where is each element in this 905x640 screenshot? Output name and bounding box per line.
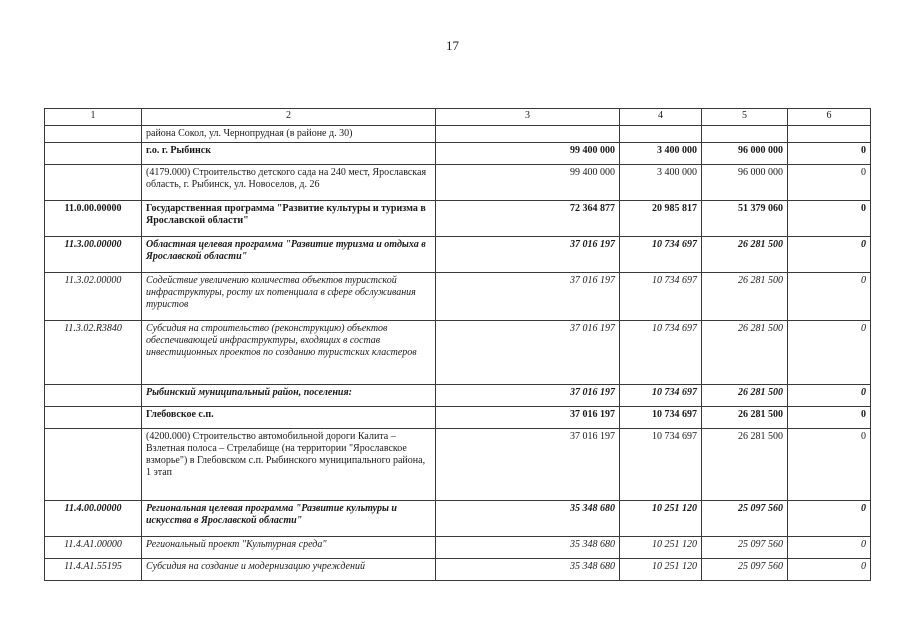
row-value-col6: 0 — [788, 273, 871, 321]
row-name: г.о. г. Рыбинск — [142, 143, 436, 165]
column-header-2: 2 — [142, 109, 436, 126]
row-name: Государственная программа "Развитие культуры и туризма в Ярославской области" — [142, 201, 436, 237]
row-value-col5: 26 281 500 — [702, 429, 788, 501]
column-header-4: 4 — [620, 109, 702, 126]
row-total: 35 348 680 — [436, 501, 620, 537]
row-name: Субсидия на создание и модернизацию учреждений — [142, 559, 436, 581]
row-value-col6: 0 — [788, 237, 871, 273]
row-value-col4: 3 400 000 — [620, 143, 702, 165]
row-name: Субсидия на строительство (реконструкцию) объектов обеспечивающей инфраструктуры, входящих в состав инвестиционных проектов по созданию туристских кластеров — [142, 321, 436, 385]
row-value-col4: 3 400 000 — [620, 165, 702, 201]
row-value-col5: 26 281 500 — [702, 237, 788, 273]
row-value-col4: 10 251 120 — [620, 559, 702, 581]
row-value-col6: 0 — [788, 407, 871, 429]
row-total: 37 016 197 — [436, 273, 620, 321]
row-code — [45, 143, 142, 165]
row-value-col6: 0 — [788, 321, 871, 385]
row-value-col6 — [788, 126, 871, 143]
column-header-1: 1 — [45, 109, 142, 126]
row-value-col5 — [702, 126, 788, 143]
row-code: 11.3.02.R3840 — [45, 321, 142, 385]
row-value-col5: 26 281 500 — [702, 321, 788, 385]
row-total: 37 016 197 — [436, 237, 620, 273]
table-row — [45, 559, 871, 581]
row-value-col5: 26 281 500 — [702, 273, 788, 321]
row-name: Содействие увеличению количества объектов туристской инфраструктуры, росту их потенциала в сфере обслуживания туристов — [142, 273, 436, 321]
table-row — [45, 385, 871, 407]
column-header-6: 6 — [788, 109, 871, 126]
row-value-col4: 10 734 697 — [620, 385, 702, 407]
row-value-col5: 25 097 560 — [702, 559, 788, 581]
table-row — [45, 201, 871, 237]
table-body — [45, 126, 871, 581]
row-name: (4200.000) Строительство автомобильной дороги Калита – Взлетная полоса – Стрелабище (на территории "Ярославское взморье") в Глебовском с.п. Рыбинского муниципального района, 1 этап — [142, 429, 436, 501]
row-value-col6: 0 — [788, 429, 871, 501]
row-code — [45, 165, 142, 201]
row-value-col5: 25 097 560 — [702, 537, 788, 559]
row-value-col5: 96 000 000 — [702, 143, 788, 165]
row-value-col4: 10 251 120 — [620, 537, 702, 559]
row-value-col6: 0 — [788, 501, 871, 537]
budget-table — [44, 108, 871, 581]
row-code: 11.4.00.00000 — [45, 501, 142, 537]
table-header-row — [45, 109, 871, 126]
row-value-col5: 25 097 560 — [702, 501, 788, 537]
table-row — [45, 321, 871, 385]
row-total: 99 400 000 — [436, 165, 620, 201]
table-row — [45, 143, 871, 165]
row-value-col4: 10 734 697 — [620, 273, 702, 321]
row-code — [45, 126, 142, 143]
table-row — [45, 237, 871, 273]
table-row — [45, 407, 871, 429]
row-name: Региональная целевая программа "Развитие культуры и искусства в Ярославской области" — [142, 501, 436, 537]
column-header-3: 3 — [436, 109, 620, 126]
row-name: (4179.000) Строительство детского сада на 240 мест, Ярославская область, г. Рыбинск, ул. Новоселов, д. 26 — [142, 165, 436, 201]
row-value-col4: 20 985 817 — [620, 201, 702, 237]
table-row — [45, 537, 871, 559]
row-name: района Сокол, ул. Чернопрудная (в районе д. 30) — [142, 126, 436, 143]
row-value-col6: 0 — [788, 559, 871, 581]
row-code: 11.4.A1.00000 — [45, 537, 142, 559]
row-value-col6: 0 — [788, 165, 871, 201]
row-name: Рыбинский муниципальный район, поселения: — [142, 385, 436, 407]
row-total: 37 016 197 — [436, 385, 620, 407]
row-name: Региональный проект "Культурная среда" — [142, 537, 436, 559]
row-total: 35 348 680 — [436, 537, 620, 559]
row-value-col6: 0 — [788, 201, 871, 237]
row-value-col6: 0 — [788, 143, 871, 165]
row-value-col6: 0 — [788, 537, 871, 559]
row-value-col6: 0 — [788, 385, 871, 407]
row-total: 72 364 877 — [436, 201, 620, 237]
table-row — [45, 429, 871, 501]
row-total: 37 016 197 — [436, 429, 620, 501]
table-row — [45, 273, 871, 321]
row-code: 11.0.00.00000 — [45, 201, 142, 237]
row-total: 35 348 680 — [436, 559, 620, 581]
row-code: 11.3.00.00000 — [45, 237, 142, 273]
row-code — [45, 429, 142, 501]
table-row — [45, 165, 871, 201]
row-value-col5: 26 281 500 — [702, 385, 788, 407]
column-header-5: 5 — [702, 109, 788, 126]
row-total: 37 016 197 — [436, 407, 620, 429]
row-code: 11.3.02.00000 — [45, 273, 142, 321]
row-value-col4: 10 734 697 — [620, 429, 702, 501]
row-value-col4: 10 251 120 — [620, 501, 702, 537]
table-row — [45, 501, 871, 537]
row-code — [45, 407, 142, 429]
row-value-col4: 10 734 697 — [620, 237, 702, 273]
row-total: 99 400 000 — [436, 143, 620, 165]
row-name: Областная целевая программа "Развитие туризма и отдыха в Ярославской области" — [142, 237, 436, 273]
page-number: 17 — [446, 38, 459, 53]
row-total: 37 016 197 — [436, 321, 620, 385]
row-code: 11.4.A1.55195 — [45, 559, 142, 581]
row-value-col5: 96 000 000 — [702, 165, 788, 201]
table-row — [45, 126, 871, 143]
row-value-col5: 26 281 500 — [702, 407, 788, 429]
row-value-col4: 10 734 697 — [620, 321, 702, 385]
row-value-col4 — [620, 126, 702, 143]
row-code — [45, 385, 142, 407]
row-value-col4: 10 734 697 — [620, 407, 702, 429]
row-total — [436, 126, 620, 143]
row-value-col5: 51 379 060 — [702, 201, 788, 237]
row-name: Глебовское с.п. — [142, 407, 436, 429]
